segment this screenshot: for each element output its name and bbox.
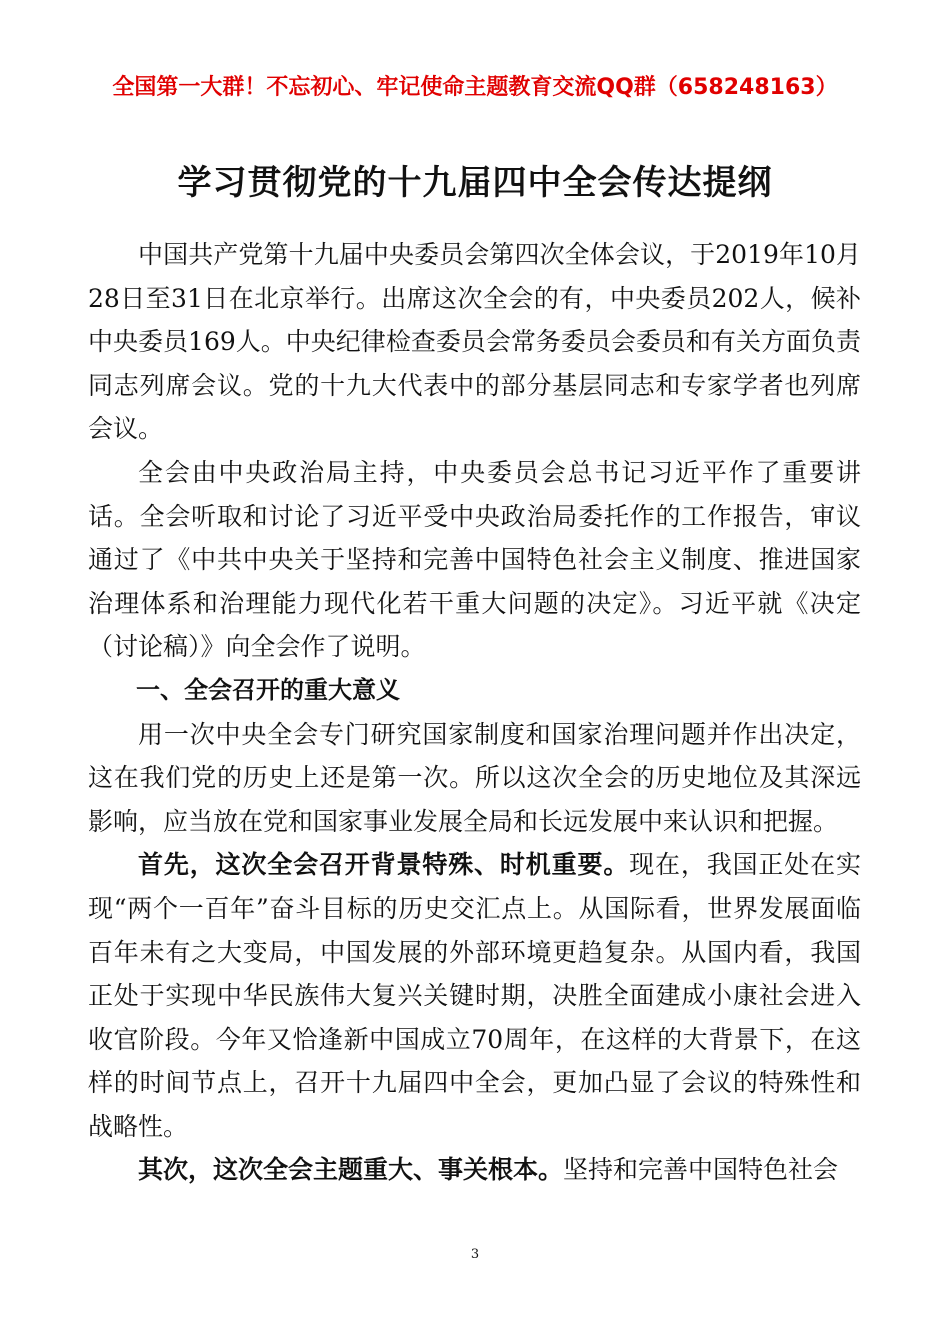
first-point-lead: 首先，这次全会召开背景特殊、时机重要。 bbox=[138, 850, 630, 880]
paragraph-significance: 用一次中央全会专门研究国家制度和国家治理问题并作出决定，这在我们党的历史上还是第一次。所以这次全会的历史地位及其深远影响，应当放在党和国家事业发展全局和长远发展中来认识和把握。 bbox=[88, 719, 861, 836]
paragraph-intro: 中国共产党第十九届中央委员会第四次全体会议，于2019年10月28日至31日在北京举行。出席这次全会的有，中央委员202人，候补中央委员169人。中央纪律检查委员会常务委员会委员和有关方面负责同志列席会议。党的十九大代表中的部分基层同志和专家学者也列席会议。 bbox=[88, 240, 861, 444]
paragraph-plenary-summary: 全会由中央政治局主持，中央委员会总书记习近平作了重要讲话。全会听取和讨论了习近平受中央政治局委托作的工作报告，审议通过了《中共中央关于坚持和完善中国特色社会主义制度、推进国家治理体系和治理能力现代化若干重大问题的决定》。习近平就《决定（讨论稿）》向全会作了说明。 bbox=[88, 457, 861, 662]
group-banner: 全国第一大群！不忘初心、牢记使命主题教育交流QQ群（658248163） bbox=[112, 75, 838, 100]
section-heading-significance: 一、全会召开的重大意义 bbox=[136, 675, 400, 704]
page-number: 3 bbox=[470, 1247, 480, 1262]
second-point-text: 坚持和完善中国特色社会 bbox=[563, 1155, 839, 1185]
paragraph-first-point bbox=[88, 843, 861, 1148]
second-point-lead: 其次，这次全会主题重大、事关根本。 bbox=[138, 1155, 564, 1185]
paragraph-second-point bbox=[88, 1148, 861, 1192]
first-point-text: 现在，我国正处在实现“两个一百年”奋斗目标的历史交汇点上。从国际看，世界发展面临百年未有之大变局，中国发展的外部环境更趋复杂。从国内看，我国正处于实现中华民族伟大复兴关键时期，决胜全面建成小康社会进入收官阶段。今年又恰逢新中国成立70周年，在这样的大背景下，在这样的时间节点上，召开十九届四中全会，更加凸显了会议的特殊性和战略性。 bbox=[88, 850, 861, 1141]
document-body bbox=[88, 233, 861, 1192]
document-title: 学习贯彻党的十九届四中全会传达提纲 bbox=[177, 163, 773, 203]
